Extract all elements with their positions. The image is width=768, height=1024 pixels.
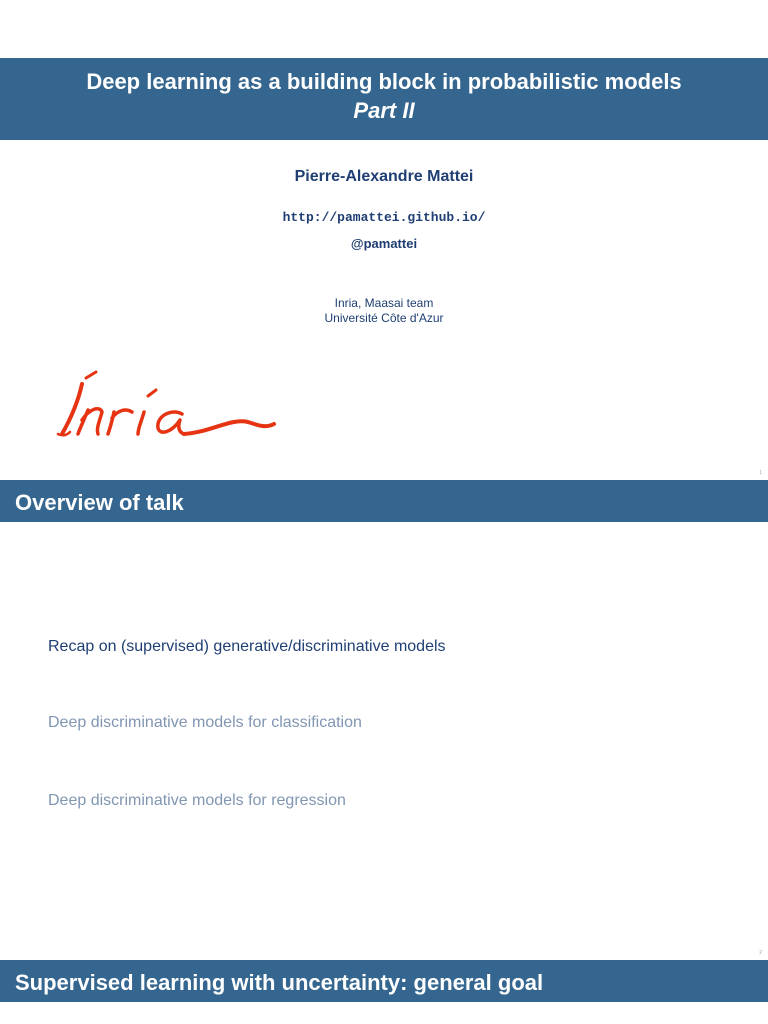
toc-item-classification[interactable]: Deep discriminative models for classification — [48, 714, 362, 731]
page-number: 1 — [759, 470, 762, 476]
supervised-learning-slide — [0, 960, 768, 1024]
toc-item-regression[interactable]: Deep discriminative models for regression — [48, 792, 346, 809]
frame-title: Supervised learning with uncertainty: general goal — [15, 970, 544, 995]
affiliation-team: Inria, Maasai team — [334, 296, 434, 310]
inria-logo — [52, 368, 278, 444]
frame-title: Overview of talk — [15, 490, 184, 515]
affiliation-university: Université Côte d'Azur — [324, 311, 444, 325]
author-url[interactable]: http://pamattei.github.io/ — [282, 210, 486, 225]
frame-title-bar — [0, 960, 768, 1002]
title-banner — [0, 58, 768, 140]
author-name: Pierre-Alexandre Mattei — [294, 168, 474, 185]
toc-item-recap[interactable]: Recap on (supervised) generative/discriminative models — [48, 638, 446, 655]
title-slide — [0, 0, 768, 478]
author-handle: @pamattei — [350, 236, 418, 251]
presentation-subtitle: Part II — [353, 98, 415, 123]
frame-title-bar — [0, 480, 768, 522]
page-number: 2 — [759, 950, 762, 956]
overview-slide — [0, 480, 768, 958]
presentation-title: Deep learning as a building block in probabilistic models — [86, 69, 682, 94]
